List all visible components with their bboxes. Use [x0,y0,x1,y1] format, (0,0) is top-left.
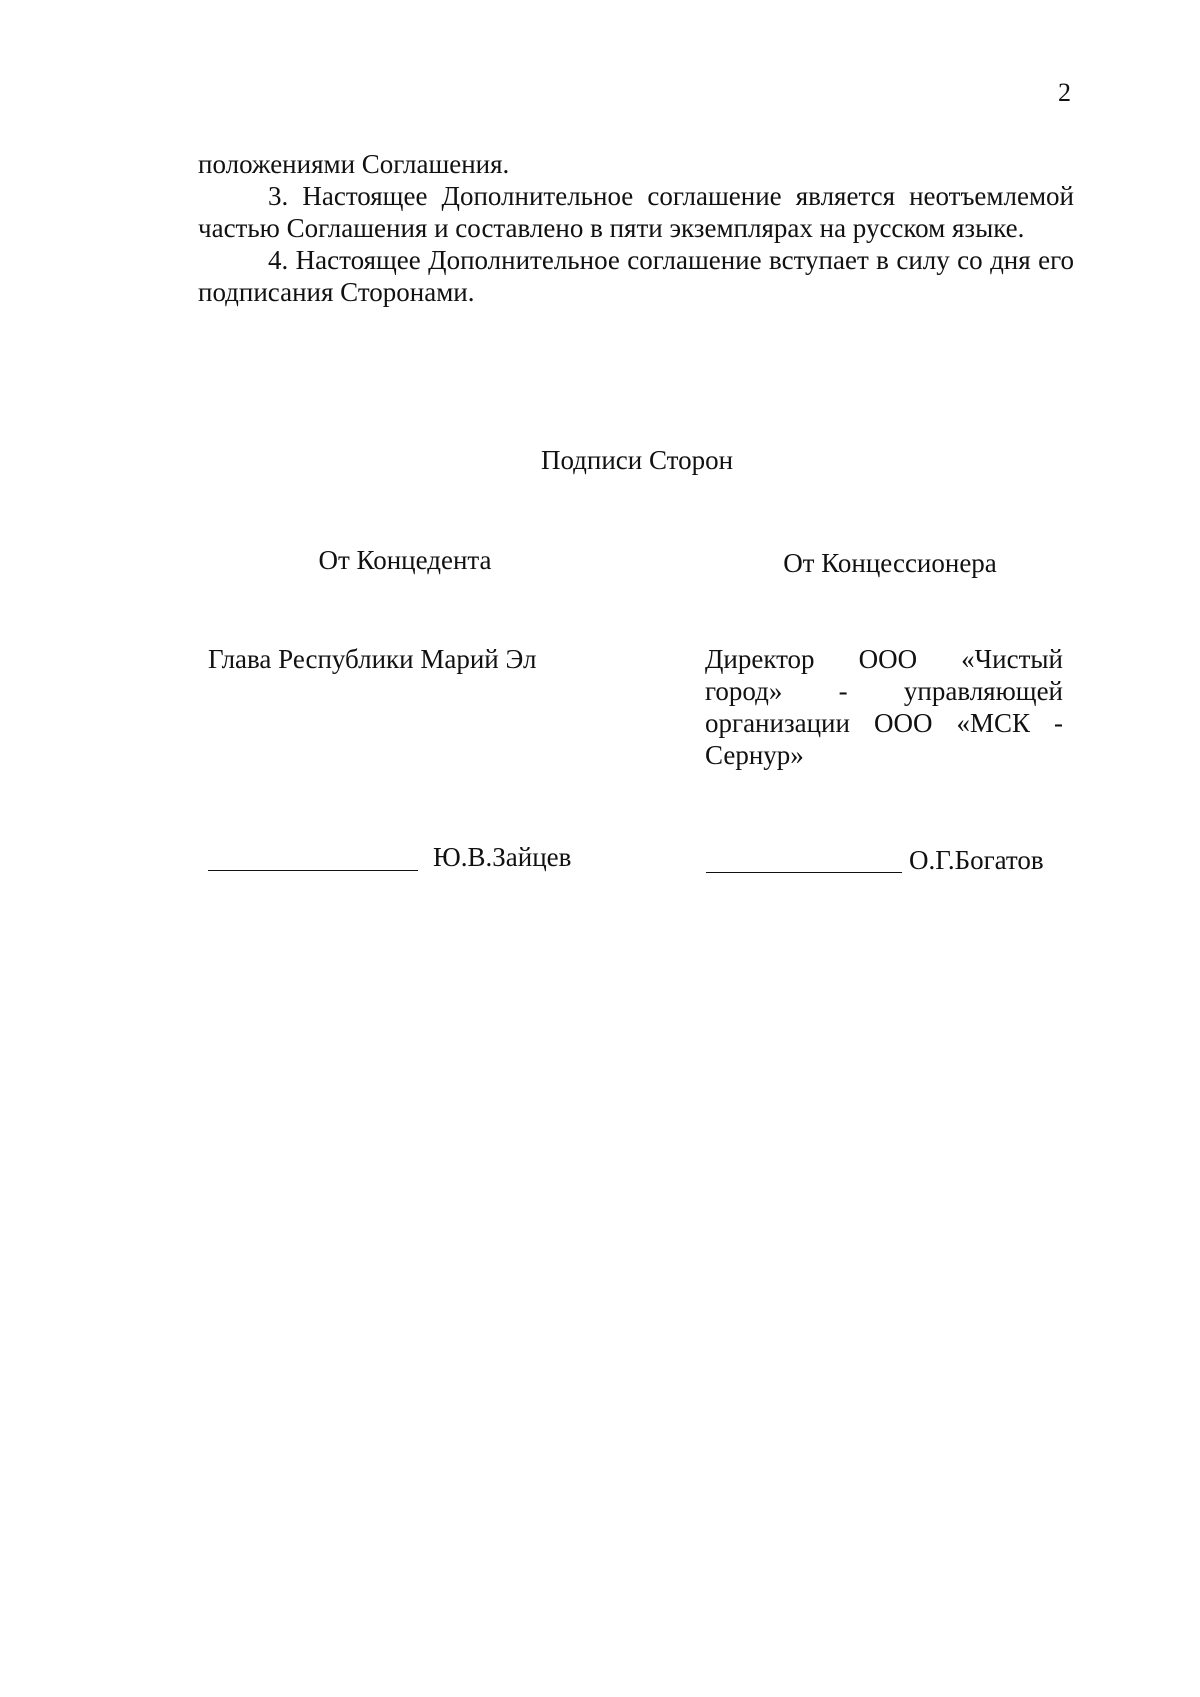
signatures-heading: Подписи Сторон [540,445,734,475]
paragraph-continuation: положениями Соглашения. [198,149,510,179]
grantor-position: Глава Республики Марий Эл [208,644,537,674]
concessionaire-signature-line [706,872,902,873]
document-body [198,148,1074,308]
grantor-signer-name: Ю.В.Зайцев [433,842,572,872]
concessionaire-signer-name: О.Г.Богатов [909,845,1044,875]
page-number: 2 [1058,78,1071,107]
grantor-heading: От Концедента [318,545,492,575]
concessionaire-heading: От Концессионера [783,548,997,578]
concessionaire-position: Директор ООО «Чистый город» - управляющей организации ООО «МСК - Сернур» [705,644,1063,770]
grantor-signature-line [208,870,418,871]
clause-4: 4. Настоящее Дополнительное соглашение вступает в силу со дня его подписания Сторонами. [198,245,1074,307]
clause-3: 3. Настоящее Дополнительное соглашение является неотъемлемой частью Соглашения и составлено в пяти экземплярах на русском языке. [198,181,1074,243]
